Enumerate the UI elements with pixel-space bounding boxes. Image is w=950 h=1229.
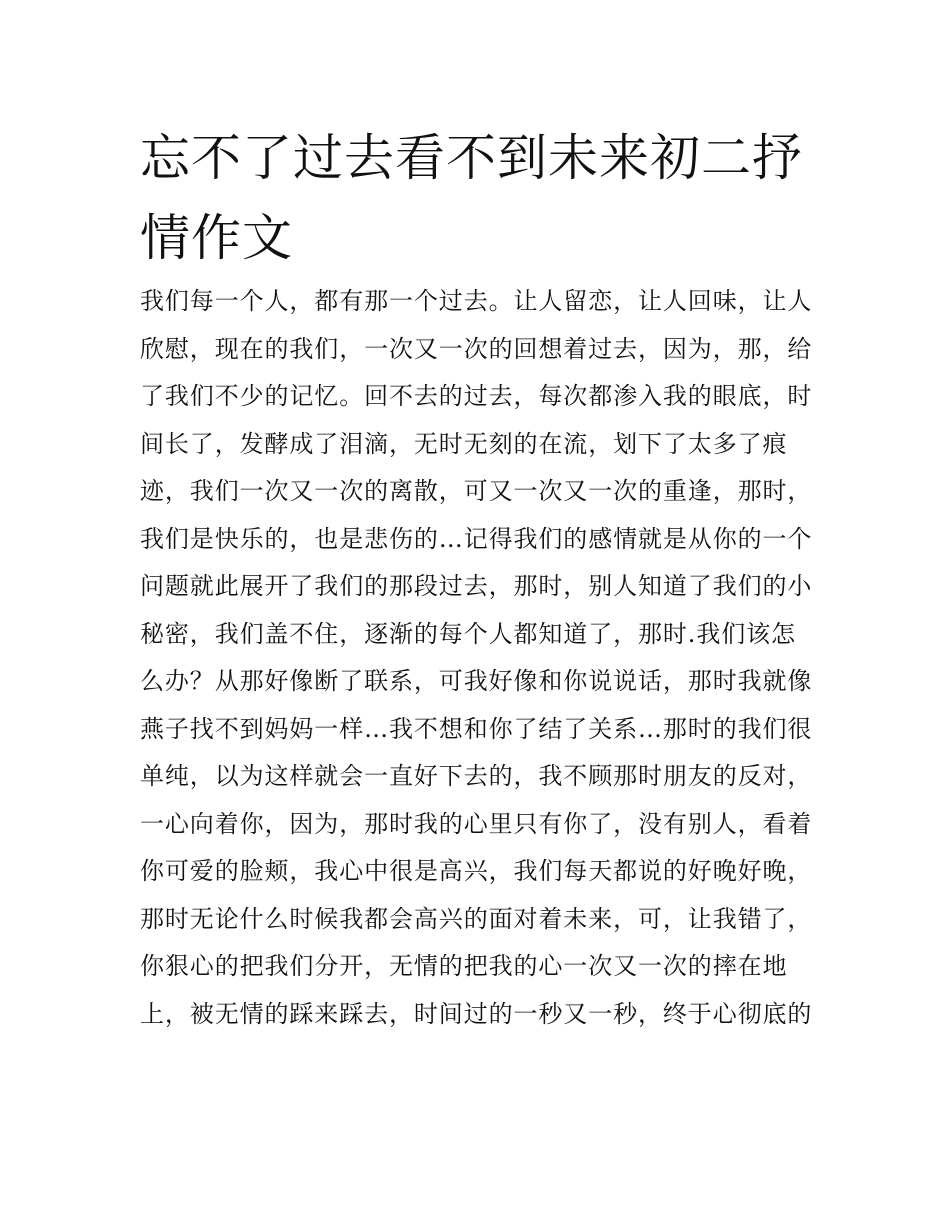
body-line-6: 我们是快乐的，也是悲伤的…记得我们的感情就是从你的一个 bbox=[140, 524, 813, 553]
body-line-3: 了我们不少的记忆。回不去的过去，每次都渗入我的眼底，时 bbox=[140, 382, 813, 410]
body-line-5: 迹，我们一次又一次的离散，可又一次又一次的重逢，那时， bbox=[140, 477, 813, 505]
body-line-1: 我们每一个人，都有那一个过去。让人留恋，让人回味，让人 bbox=[140, 287, 813, 315]
body-line-10: 燕子找不到妈妈一样…我不想和你了结了关系…那时的我们很 bbox=[140, 714, 813, 743]
body-line-16: 上，被无情的踩来踩去，时间过的一秒又一秒，终于心彻底的 bbox=[140, 999, 813, 1028]
body-line-2: 欣慰，现在的我们，一次又一次的回想着过去，因为，那，给 bbox=[140, 334, 813, 363]
body-line-8: 秘密，我们盖不住，逐渐的每个人都知道了，那时.我们该怎 bbox=[140, 619, 796, 648]
body-line-11: 单纯，以为这样就会一直好下去的，我不顾那时朋友的反对， bbox=[140, 762, 813, 790]
body-line-15: 你狠心的把我们分开，无情的把我的心一次又一次的摔在地 bbox=[140, 952, 788, 980]
body-line-14: 那时无论什么时候我都会高兴的面对着未来，可，让我错了， bbox=[140, 904, 813, 933]
title-line-1: 忘不了过去看不到未来初二抒 bbox=[140, 129, 803, 187]
body-line-7: 问题就此展开了我们的那段过去，那时，别人知道了我们的小 bbox=[140, 572, 813, 600]
body-line-4: 间长了，发酵成了泪滴，无时无刻的在流，划下了太多了痕 bbox=[140, 429, 788, 458]
document-title bbox=[140, 118, 820, 278]
body-line-13: 你可爱的脸颊，我心中很是高兴，我们每天都说的好晚好晚， bbox=[140, 857, 813, 885]
document-body bbox=[140, 278, 830, 1038]
body-line-9: 么办？从那好像断了联系，可我好像和你说说话，那时我就像 bbox=[140, 667, 813, 695]
title-line-2: 情作文 bbox=[140, 209, 293, 267]
body-line-12: 一心向着你，因为，那时我的心里只有你了，没有别人，看着 bbox=[140, 809, 813, 838]
